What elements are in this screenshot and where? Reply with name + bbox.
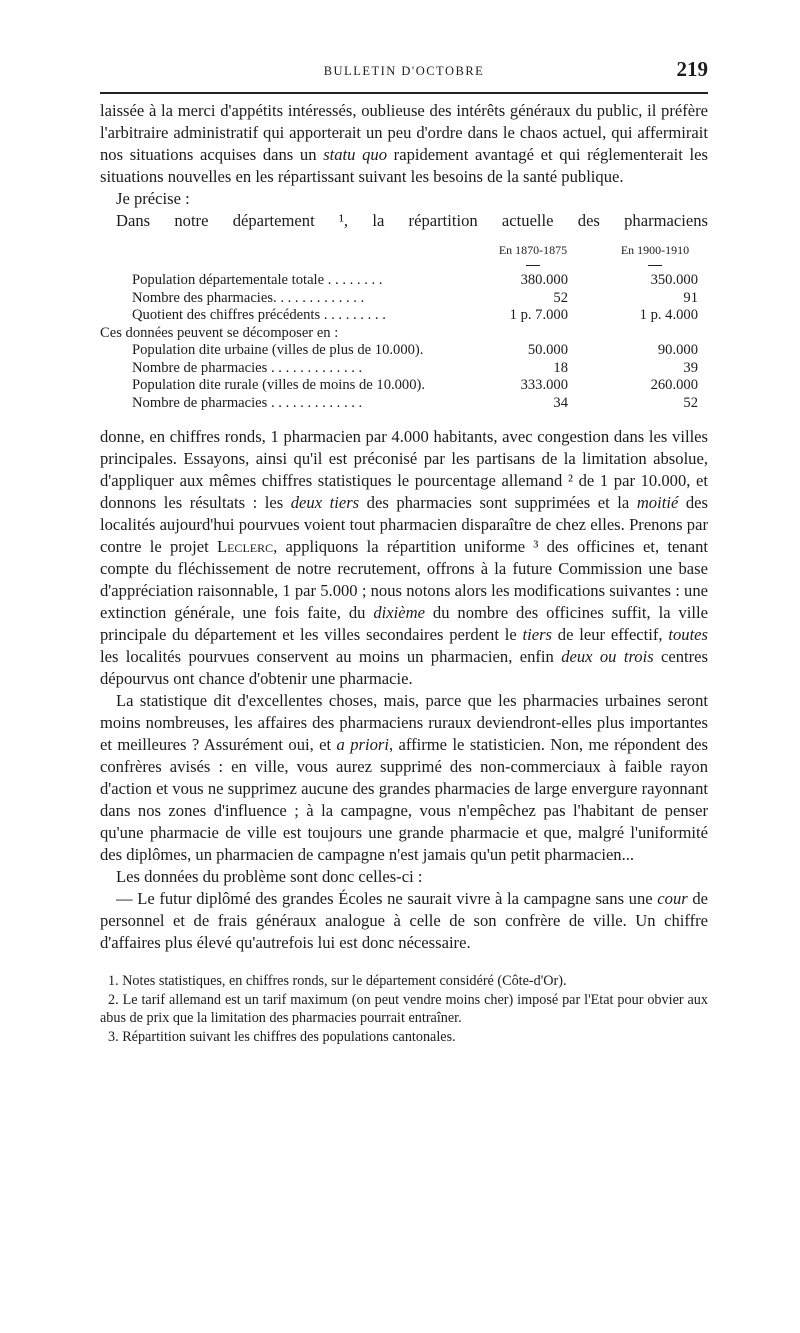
- text-run: centres dépourvus ont chance d'obtenir une pharmacie.: [100, 647, 709, 688]
- paragraph-6: Les données du problème sont donc celles-ci :: [116, 867, 423, 886]
- paragraph-5: [100, 690, 708, 866]
- paragraph-2: Je précise :: [116, 189, 190, 208]
- row-value: 1 p. 7.000: [509, 307, 568, 323]
- header-rule: [100, 92, 708, 94]
- header-dashes: [100, 262, 708, 272]
- text-run: du nombre des officines suffit, la ville principale du département et les villes secondaires perdent le: [100, 603, 708, 644]
- running-title: BULLETIN D'OCTOBRE: [323, 64, 485, 78]
- text-run: — Le futur diplômé des grandes Écoles ne saurait vivre à la campagne sans une: [116, 889, 658, 908]
- italic-run: deux ou trois: [561, 647, 654, 666]
- table-subheading: [100, 325, 708, 343]
- row-label: Nombre des pharmacies. . . . . . . . . . . . .: [132, 289, 365, 306]
- italic-run: toutes: [668, 625, 708, 644]
- row-value: 350.000: [650, 272, 698, 288]
- row-value: 90.000: [657, 342, 698, 358]
- paragraph-7: [100, 888, 708, 954]
- dash: [526, 265, 540, 266]
- table-row: [100, 307, 708, 325]
- italic-run: dixième: [373, 603, 425, 622]
- small-caps-run: Leclerc: [216, 537, 274, 556]
- italic-run: moitié: [636, 493, 679, 512]
- text-run: donne, en chiffres ronds, 1 pharmacien par 4.000 habitants, avec congestion dans les villes principales. Essayons, ainsi qu'il est préconisé par les partisans de la limitation absolue, d'appliquer aux mêmes chiffres statistiques le pourcentage allemand ² de 1 par 10.000, et donnons les résultats : les: [100, 427, 708, 512]
- text-run: des pharmacies sont supprimées et la: [359, 493, 637, 512]
- row-label: Quotient des chiffres précédents . . . . . . . . .: [132, 307, 386, 323]
- row-value: 333.000: [520, 377, 568, 393]
- row-value: 52: [683, 394, 698, 411]
- italic-run: statu quo: [323, 145, 388, 164]
- text-run: des localités aujourd'hui pourvues voient tout pharmacien disparaître de chez elles. Prenons par contre le projet: [100, 493, 708, 556]
- footnote: 3. Répartition suivant les chiffres des populations cantonales.: [108, 1028, 456, 1045]
- row-value: 380.000: [520, 272, 568, 288]
- table-header: [100, 242, 708, 262]
- italic-run: tiers: [522, 625, 553, 644]
- text-run: de leur effectif,: [552, 625, 669, 644]
- row-value: 91: [683, 289, 698, 306]
- row-value: 39: [683, 359, 698, 376]
- row-value: 18: [553, 359, 568, 376]
- row-value: 50.000: [527, 342, 568, 358]
- column-header: En 1900-1910: [620, 243, 690, 257]
- italic-run: cour: [657, 889, 688, 908]
- text-run: , affirme le statisticien. Non, me répondent des confrères avisés : en ville, vous aurez supprimé des non-commerciaux à faible rayon d'action et vous ne supprimez aucune des grandes pharmacies de large envergure rayonnant dans nos zones d'influence ; à la campagne, vous n'empêchez pas l'habitant de penser qu'une pharmacie de ville est toujours une grande pharmacie et que, malgré l'uniformité des diplômes, un pharmacien de campagne n'est jamais qu'un petit pharmacien...: [100, 735, 708, 864]
- footnote: 1. Notes statistiques, en chiffres ronds, sur le département considéré (Côte-d'Or).: [108, 973, 567, 989]
- paragraph-1: [100, 100, 708, 188]
- column-header: En 1870-1875: [498, 243, 568, 257]
- row-label: Nombre de pharmacies . . . . . . . . . . . . .: [132, 394, 363, 411]
- paragraph-3: Dans notre département ¹, la répartition actuelle des pharmaciens: [116, 211, 708, 230]
- subheading-text: Ces données peuvent se décomposer en :: [100, 324, 339, 341]
- table-row: [100, 342, 708, 360]
- table-row: [100, 272, 708, 290]
- italic-run: a priori: [336, 735, 389, 754]
- text-run: rapidement avantagé et qui réglementerait les situations nouvelles en les répartissant suivant les besoins de la santé publique.: [100, 145, 708, 186]
- footnote: 2. Le tarif allemand est un tarif maximum (on peut vendre moins cher) imposé par l'Etat pour obvier aux abus de prix que la limitation des pharmacies pourrait entraîner.: [100, 991, 708, 1026]
- dash: [648, 265, 662, 266]
- text-run: , appliquons la répartition uniforme ³ des officines et, tenant compte du fléchissement de notre recrutement, offrons à la future Commission une base d'appréciation raisonnable, 1 par 5.000 ; nous notons alors les modifications suivantes : une extinction générale, une fois faite, du: [100, 537, 708, 622]
- table-row: [100, 395, 708, 413]
- table-row: [100, 377, 708, 395]
- text-run: laissée à la merci d'appétits intéressés, oublieuse des intérêts généraux du public, il préfère l'arbitraire administratif qui apporterait un peu d'ordre dans le chaos actuel, qui affermirait nos situations acquises dans un: [100, 101, 708, 164]
- table-row: [100, 290, 708, 308]
- page-number: 219: [676, 57, 708, 81]
- row-label: Population départementale totale . . . . . . . .: [132, 272, 383, 288]
- row-label: Nombre de pharmacies . . . . . . . . . . . . .: [132, 359, 363, 376]
- italic-run: deux tiers: [290, 493, 360, 512]
- paragraph-4: [100, 426, 708, 690]
- row-label: Population dite urbaine (villes de plus de 10.000).: [132, 342, 424, 358]
- page-header: [100, 55, 708, 89]
- text-run: La statistique dit d'excellentes choses, mais, parce que les pharmacies urbaines seront moins nombreuses, les affaires des pharmaciens ruraux deviendront-elles plus importantes et meilleures ? Assurément oui, et: [100, 691, 708, 754]
- table-row: [100, 360, 708, 378]
- text-run: de personnel et de frais généraux analogue à celle de son confrère de ville. Un chiffre d'affaires plus élevé qu'autrefois lui est donc nécessaire.: [100, 889, 708, 952]
- footnotes: [100, 972, 708, 1046]
- row-value: 1 p. 4.000: [639, 307, 698, 323]
- statistics-table: [100, 242, 708, 412]
- page: [100, 55, 708, 1255]
- row-value: 52: [553, 289, 568, 306]
- row-value: 260.000: [650, 377, 698, 393]
- row-value: 34: [553, 394, 568, 411]
- row-label: Population dite rurale (villes de moins de 10.000).: [132, 377, 426, 393]
- text-run: les localités pourvues conservent au moins un pharmacien, enfin: [100, 647, 562, 666]
